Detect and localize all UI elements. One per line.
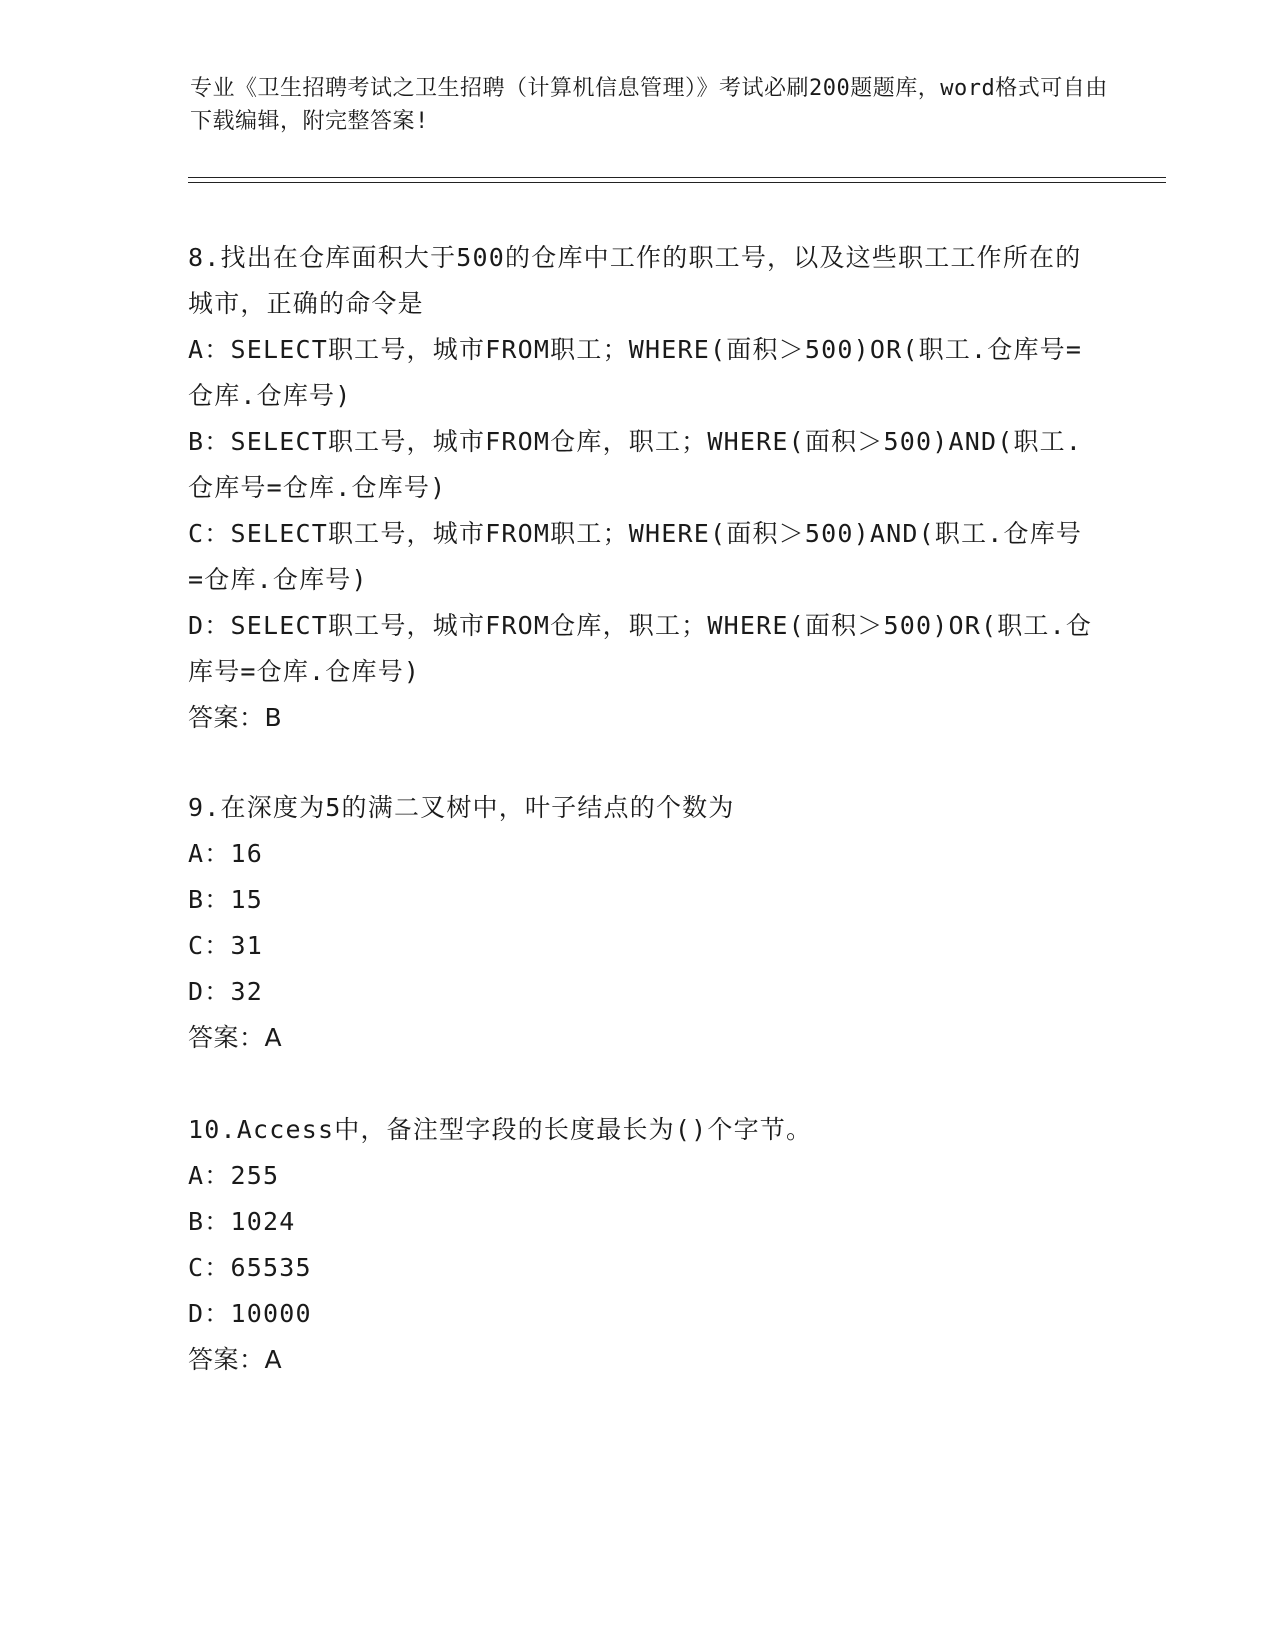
option-b: B：1024	[188, 1207, 296, 1236]
question-9	[188, 785, 1098, 1061]
option-d: D：32	[188, 977, 263, 1006]
option-d: D：SELECT职工号，城市FROM仓库，职工；WHERE(面积＞500)OR(职工.仓库号=仓库.仓库号)	[188, 611, 1093, 686]
answer: 答案：A	[188, 1345, 283, 1374]
option-c: C：65535	[188, 1253, 312, 1282]
option-b: B：15	[188, 885, 263, 914]
option-a: A：16	[188, 839, 263, 868]
option-d: D：10000	[188, 1299, 312, 1328]
question-10	[188, 1107, 1098, 1383]
header-divider-bottom	[188, 182, 1166, 183]
option-a: A：255	[188, 1161, 280, 1190]
option-a: A：SELECT职工号，城市FROM职工；WHERE(面积＞500)OR(职工.仓库号=仓库.仓库号)	[188, 335, 1083, 410]
document-header	[190, 72, 1110, 138]
option-b: B：SELECT职工号，城市FROM仓库，职工；WHERE(面积＞500)AND(职工.仓库号=仓库.仓库号)	[188, 427, 1083, 502]
answer: 答案：A	[188, 1023, 283, 1052]
question-stem: 8.找出在仓库面积大于500的仓库中工作的职工号，以及这些职工工作所在的城市，正确的命令是	[188, 243, 1082, 318]
option-c: C：SELECT职工号，城市FROM职工；WHERE(面积＞500)AND(职工.仓库号=仓库.仓库号)	[188, 519, 1083, 594]
header-text: 专业《卫生招聘考试之卫生招聘（计算机信息管理）》考试必刷200题题库，word格式可自由下载编辑，附完整答案!	[190, 76, 1108, 134]
answer: 答案：B	[188, 703, 283, 732]
header-divider-top	[188, 177, 1166, 178]
question-stem: 10.Access中，备注型字段的长度最长为()个字节。	[188, 1115, 813, 1144]
question-stem: 9.在深度为5的满二叉树中，叶子结点的个数为	[188, 793, 735, 822]
option-c: C：31	[188, 931, 263, 960]
question-8	[188, 235, 1098, 741]
